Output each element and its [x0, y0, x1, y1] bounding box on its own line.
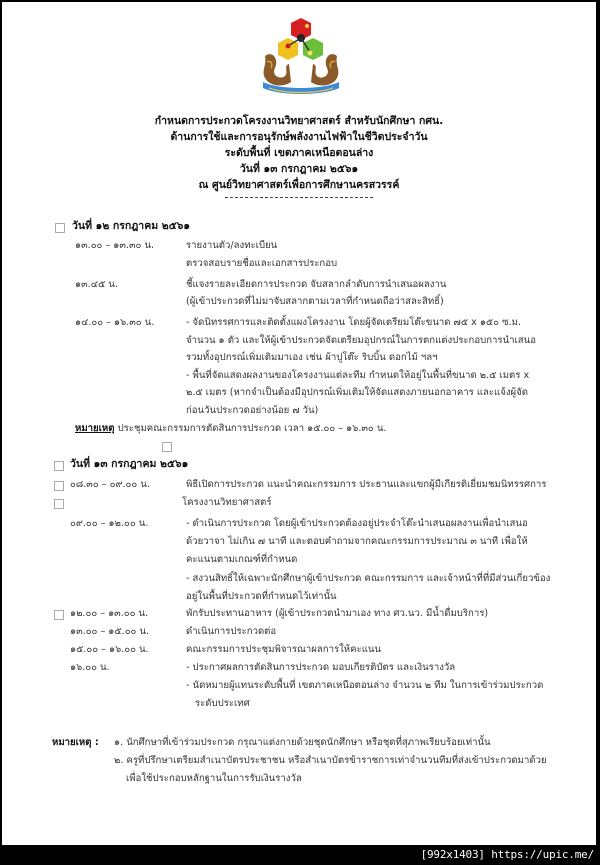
day2-heading: วันที่ ๑๓ กรกฎาคม ๒๕๖๑ [70, 458, 189, 470]
day1-time-1: ๑๓.๐๐ – ๑๓.๓๐ น. [75, 240, 155, 251]
document-title [2, 113, 596, 198]
remarks-label: หมายเหตุ : [52, 737, 99, 748]
day2-time-5: ๑๕.๐๐ – ๑๖.๐๐ น. [70, 644, 149, 655]
day1-item-3-line-4: - พื้นที่จัดแสดงผลงานของโครงงานแต่ละทีม กำหนดให้อยู่ในพื้นที่ขนาด ๒.๕ เมตร x [186, 370, 530, 381]
title-line-3: ระดับพื้นที่ เขตภาคเหนือตอนล่าง [224, 147, 374, 159]
remarks-line-2: ๒. ครูที่ปรึกษาเตรียมสำเนาบัตรประชาชน หรือสำเนาบัตรข้าราชการเท่าจำนวนทีมที่ส่งเข้าประกวดมาด้วย [114, 755, 547, 766]
checkbox-day1 [55, 223, 65, 233]
day2-time-6: ๑๖.๐๐ น. [70, 662, 110, 673]
remarks-line-3: เพื่อใช้ประกอบหลักฐานในการรับเงินรางวัล [126, 773, 302, 784]
day2-item-6-line-2: - นัดหมายผู้แทนระดับพื้นที่ เขตภาคเหนือตอนล่าง จำนวน ๒ ทีม ในการเข้าร่วมประกวด [186, 680, 544, 691]
day2-item-2-line-2: ด้วยวาจา ไม่เกิน ๗ นาที และตอบคำถามจากคณะกรรมการประมาณ ๓ นาที เพื่อให้ [186, 536, 528, 547]
day1-time-2: ๑๓.๔๕ น. [75, 279, 118, 290]
day1-item-3-line-3: รวมทั้งอุปกรณ์เพิ่มเติมมาเอง เช่น ผ้าปูโต๊ะ ริบบิ้น ดอกไม้ ฯลฯ [186, 352, 438, 363]
checkbox-day2-item-1b [54, 499, 64, 509]
day2-time-1: ๐๘.๓๐ – ๐๙.๐๐ น. [70, 479, 150, 490]
day2-item-5-line-1: คณะกรรมการประชุมพิจารณาผลการให้คะแนน [186, 644, 381, 655]
day1-item-2-line-2: (ผู้เข้าประกวดที่ไม่มาจับสลากตามเวลาที่กำหนดถือว่าสละสิทธิ์) [186, 296, 444, 307]
document-page [2, 2, 596, 845]
checkbox-day2-item-3 [54, 610, 64, 620]
day1-time-3: ๑๔.๐๐ – ๑๖.๓๐ น. [75, 317, 155, 328]
checkbox-day2-item-1 [54, 481, 64, 491]
day1-item-3-line-1: - จัดนิทรรศการและติดตั้งแผงโครงงาน โดยผู้จัดเตรียมโต๊ะขนาด ๗๕ x ๑๕๐ ซ.ม. [186, 317, 522, 328]
day2-item-2-line-1: - ดำเนินการประกวด โดยผู้เข้าประกวดต้องอยู่ประจำโต๊ะนำเสนอผลงานเพื่อนำเสนอ [186, 518, 528, 529]
day2-item-1-line-2: โครงงานวิทยาศาสตร์ [182, 497, 272, 508]
title-line-4: วันที่ ๑๓ กรกฎาคม ๒๕๖๑ [239, 163, 359, 175]
day2-item-3-line-1: พักรับประทานอาหาร (ผู้เข้าประกวดนำมาเอง ทาง ศว.นว. มีน้ำดื่มบริการ) [186, 608, 489, 619]
day1-item-2-line-1: ชี้แจงรายละเอียดการประกวด จับสลากลำดับการนำเสนอผลงาน [186, 279, 447, 290]
science-center-logo-icon [255, 16, 347, 98]
image-source-caption: [992x1403] https://upic.me/ [420, 848, 594, 861]
day1-heading: วันที่ ๑๒ กรกฎาคม ๒๕๖๑ [72, 220, 190, 232]
day2-time-2: ๐๙.๐๐ – ๑๒.๐๐ น. [70, 518, 149, 529]
day2-time-4: ๑๓.๐๐ – ๑๕.๐๐ น. [70, 626, 150, 637]
day2-item-4-line-1: ดำเนินการประกวดต่อ [186, 626, 277, 637]
title-line-2: ด้านการใช้และการอนุรักษ์พลังงานไฟฟ้าในชีวิตประจำวัน [170, 131, 428, 143]
day1-item-3-line-2: จำนวน ๑ ตัว และให้ผู้เข้าประกวดจัดเตรียมอุปกรณ์ในการตกแต่งประกอบการนำเสนอ [186, 335, 536, 346]
title-line-1: กำหนดการประกวดโครงงานวิทยาศาสตร์ สำหรับนักศึกษา กศน. [154, 115, 444, 127]
day2-time-3: ๑๒.๐๐ – ๑๓.๐๐ น. [70, 608, 149, 619]
day1-note-text: ประชุมคณะกรรมการตัดสินการประกวด เวลา ๑๕.๐๐ – ๑๖.๓๐ น. [117, 423, 387, 434]
day1-note-label: หมายเหตุ [75, 423, 115, 434]
day2-item-2-line-5: อยู่ในพื้นที่ประกวดที่กำหนดไว้เท่านั้น [186, 591, 337, 602]
day1-item-3-line-6: ก่อนวันประกวดอย่างน้อย ๗ วัน) [186, 405, 319, 416]
title-divider [225, 197, 373, 198]
day1-item-1-line-2: ตรวจสอบรายชื่อและเอกสารประกอบ [186, 258, 338, 269]
remarks-line-1: ๑. นักศึกษาที่เข้าร่วมประกวด กรุณาแต่งกายด้วยชุดนักศึกษา หรือชุดที่สุภาพเรียบร้อยเท่านั้น [114, 737, 491, 748]
checkbox-spacer [162, 442, 172, 452]
day1-item-3-line-5: ๒.๕ เมตร (หากจำเป็นต้องมีอุปกรณ์เพิ่มเติมให้จัดแสดงภายนอกอาคาร และแจ้งผู้จัด [186, 387, 529, 398]
checkbox-day2 [54, 461, 64, 471]
day2-item-2-line-3: คะแนนตามเกณฑ์ที่กำหนด [186, 554, 298, 565]
day2-item-6-line-1: - ประกาศผลการตัดสินการประกวด มอบเกียรติบัตร และเงินรางวัล [186, 662, 456, 673]
day2-item-2-line-4: - สงวนสิทธิ์ให้เฉพาะนักศึกษาผู้เข้าประกวด คณะกรรมการ และเจ้าหน้าที่ที่มีส่วนเกี่ยวข้อง [186, 573, 551, 584]
day2-item-6-line-3: ระดับประเทศ [195, 698, 250, 709]
day1-item-1-line-1: รายงานตัว/ลงทะเบียน [186, 240, 278, 251]
day2-item-1-line-1: พิธีเปิดการประกวด แนะนำคณะกรรมการ ประธานและแขกผู้มีเกียรติเยี่ยมชมนิทรรศการ [186, 479, 547, 490]
title-line-5: ณ ศูนย์วิทยาศาสตร์เพื่อการศึกษานครสวรรค์ [198, 179, 400, 191]
day1-note [75, 421, 386, 436]
